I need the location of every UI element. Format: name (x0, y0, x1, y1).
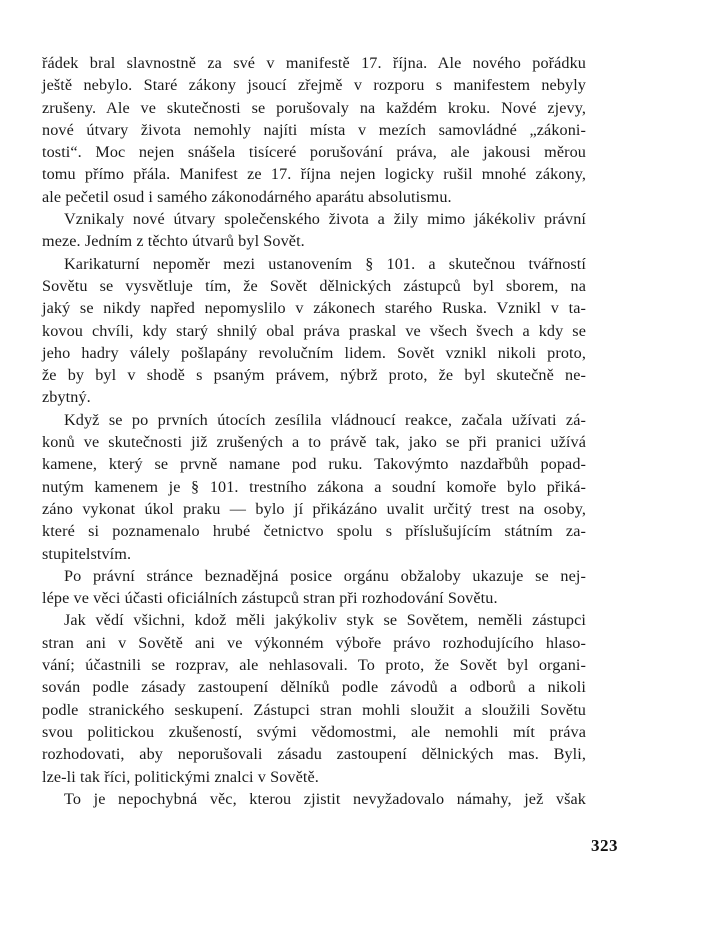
text-line: stran ani v Sovětě ani ve výkonném výboře právo rozhodujícího hlaso- (42, 633, 586, 652)
text-line: Jak vědí všichni, kdož měli jakýkoliv styk se Sovětem, neměli zástupci (64, 611, 586, 630)
text-line: zbytný. (42, 388, 91, 407)
text-line: konů ve skutečnosti již zrušených a to právě tak, jako se při pranici užívá (42, 433, 586, 452)
paragraph (42, 565, 586, 610)
text-line: že by byl v shodě s psaným právem, nýbrž proto, že byl skutečně ne- (42, 366, 586, 385)
text-line: tosti“. Moc nejen snášela tisíceré porušování práva, ale jakousi měrou (42, 143, 586, 162)
text-line: lze-li tak říci, politickými znalci v Sovětě. (42, 767, 319, 786)
text-line: vání; účastnili se rozprav, ale nehlasovali. To proto, že Sovět byl organi- (42, 656, 586, 675)
text-line: Vznikaly nové útvary společenského života a žily mimo jákékoliv právní (64, 210, 586, 229)
text-line: sován podle zásady zastoupení dělníků podle závodů a odborů a nikoli (42, 678, 586, 697)
text-line: jeho hadry válely pošlapány revolučním lidem. Sovět vznikl nikoli proto, (42, 343, 586, 362)
text-line: lépe ve věci účasti oficiálních zástupců stran při rozhodování Sovětu. (42, 589, 498, 608)
text-line: zrušeny. Ale ve skutečnosti se porušovaly na každém kroku. Nové zjevy, (42, 98, 586, 117)
text-line: kamene, který se prvně namane pod ruku. Takovýmto nazdařbůh popad- (42, 455, 586, 474)
paragraph (42, 609, 586, 787)
text-line: tomu přímo přála. Manifest ze 17. října nejen logicky rušil mnohé zákony, (42, 165, 586, 184)
text-line: Po právní stránce beznadějná posice orgánu obžaloby ukazuje se nej- (64, 566, 586, 585)
text-line: meze. Jedním z těchto útvarů byl Sovět. (42, 232, 305, 251)
text-line: záno vykonat úkol praku — bylo jí přikázáno uvalit určitý trest na osoby, (42, 499, 586, 518)
text-line: které si poznamenalo hrubé četnictvo spolu s příslušujícím státním za- (42, 522, 586, 541)
paragraph (42, 208, 586, 253)
text-line: podle stranického seskupení. Zástupci stran mohli sloužit a sloužili Sovětu (42, 700, 586, 719)
page-number: 323 (591, 836, 618, 855)
text-line: ale pečetil osud i samého zákonodárného aparátu absolutismu. (42, 187, 452, 206)
text-line: To je nepochybná věc, kterou zjistit nevyžadovalo námahy, jež však (64, 789, 586, 808)
paragraph (42, 253, 586, 409)
text-line: Karikaturní nepoměr mezi ustanovením § 101. a skutečnou tvářností (64, 254, 586, 273)
text-column (42, 52, 586, 810)
text-line: Sovětu se vysvětluje tím, že Sovět dělnických zástupců byl sborem, na (42, 276, 586, 295)
text-line: kovou chvíli, kdy starý shnilý obal práva praskal ve všech švech a kdy se (42, 321, 586, 340)
text-line: rozhodovati, aby neporušovali zásadu zastoupení dělnických mas. Byli, (42, 745, 586, 764)
text-line: nové útvary života nemohly najíti místa v mezích samovládné „zákoni- (42, 120, 586, 139)
paragraph (42, 52, 586, 208)
paragraph (42, 409, 586, 565)
text-line: ještě nebylo. Staré zákony jsoucí zřejmě v rozporu s manifestem nebyly (42, 76, 586, 95)
text-line: svou politickou zkušeností, svými vědomostmi, ale nemohli mít práva (42, 722, 586, 741)
text-line: řádek bral slavnostně za své v manifestě 17. října. Ale nového pořádku (42, 54, 586, 72)
text-line: stupitelstvím. (42, 544, 132, 563)
page-body (42, 52, 586, 810)
text-line: Když se po prvních útocích zesílila vládnoucí reakce, začala užívati zá- (64, 410, 586, 429)
text-line: nutým kamenem je § 101. trestního zákona a soudní komoře bylo přiká- (42, 477, 586, 496)
paragraph (42, 788, 586, 810)
text-line: jaký se nikdy napřed nepomyslilo v zákonech starého Ruska. Vznikl v ta- (42, 299, 586, 318)
